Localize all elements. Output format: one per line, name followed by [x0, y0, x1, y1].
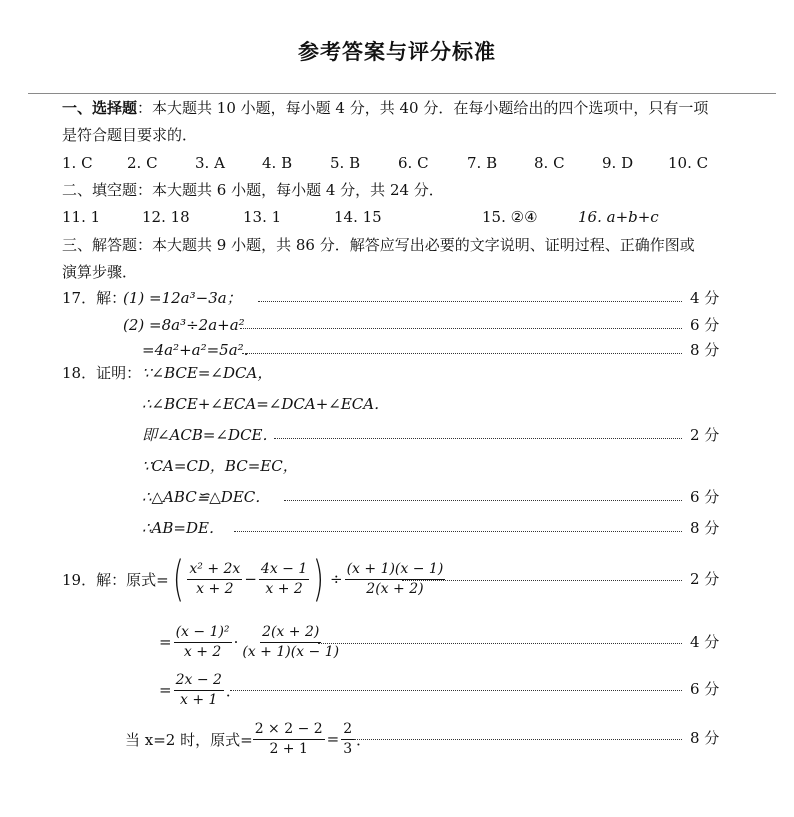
q19-score3: 6 分	[690, 680, 720, 698]
frac-denominator: x + 1	[180, 691, 218, 708]
answer-10: 10. C	[668, 154, 709, 172]
frac-denominator: 3	[343, 740, 353, 757]
q19-score2: 4 分	[690, 633, 720, 651]
title-divider	[28, 93, 776, 94]
q17-line1: (1) =12a³−3a；	[123, 289, 242, 307]
frac-denominator: 2(x + 2)	[366, 580, 424, 597]
answer-6: 6. C	[398, 154, 429, 172]
answer-11: 11. 1	[62, 208, 101, 226]
section3-heading	[62, 236, 695, 254]
page-title: 参考答案与评分标准	[298, 40, 496, 64]
frac-numerator: 2x − 2	[174, 672, 224, 691]
q17-score3: 8 分	[690, 341, 720, 359]
period: ．	[225, 681, 241, 700]
answer-15: 15. ②④	[482, 208, 538, 226]
q18-score5: 6 分	[690, 488, 720, 506]
answer-3: 3. A	[195, 154, 225, 172]
section1-desc: ：本大题共 10 小题，每小题 4 分，共 40 分．在每小题给出的四个选项中，只有一项	[137, 99, 709, 117]
section2-desc: ：本大题共 6 小题，每小题 4 分，共 24 分．	[137, 181, 444, 199]
q19-dots1	[402, 580, 682, 581]
q18-dots3	[274, 438, 682, 439]
answer-1: 1. C	[62, 154, 93, 172]
q17-dots3	[242, 353, 682, 354]
q17-line3: =4a²+a²=5a²．	[142, 341, 259, 359]
section2-heading	[62, 181, 444, 199]
q17-dots1	[258, 301, 682, 302]
left-paren: (	[172, 551, 184, 607]
answer-12: 12. 18	[142, 208, 190, 226]
section1-desc-line2: 是符合题目要求的．	[62, 126, 198, 144]
frac-numerator: 4x − 1	[259, 561, 309, 580]
q19-dots4	[354, 739, 682, 740]
equals-sign: =	[159, 681, 172, 699]
q18-line4: ∵CA=CD，BC=EC，	[142, 457, 298, 475]
q18-line2: ∴∠BCE+∠ECA=∠DCA+∠ECA．	[142, 395, 390, 413]
q18-score6: 8 分	[690, 519, 720, 537]
frac-denominator: (x + 1)(x − 1)	[242, 643, 340, 660]
right-paren: )	[313, 551, 325, 607]
q17-score1: 4 分	[690, 289, 720, 307]
q19-frac8	[341, 721, 354, 758]
frac-denominator: 2 + 1	[269, 740, 308, 757]
q19-expression-1	[62, 551, 445, 607]
q18-line3: 即∠ACB=∠DCE．	[142, 426, 278, 444]
q19-frac6	[174, 672, 224, 709]
section2-title: 二、填空题	[62, 181, 138, 199]
q19-expression-4	[125, 718, 373, 760]
q18-score3: 2 分	[690, 426, 720, 444]
answer-5: 5. B	[330, 154, 361, 172]
q19-expression-2	[157, 622, 341, 662]
answer-2: 2. C	[127, 154, 158, 172]
frac-denominator: x + 2	[265, 580, 303, 597]
frac-denominator: x + 2	[196, 580, 234, 597]
section3-title: 三、解答题	[62, 236, 138, 254]
q19-frac5	[240, 624, 341, 661]
frac-numerator: (x − 1)²	[174, 624, 232, 643]
frac-numerator: x² + 2x	[187, 561, 242, 580]
divide-sign: ÷	[330, 570, 343, 588]
answer-9: 9. D	[602, 154, 634, 172]
answer-16: 16. a+b+c	[578, 208, 659, 226]
q17-dots2	[240, 328, 682, 329]
q18-label: 18．证明：	[62, 364, 142, 382]
q19-label: 19．解：原式=	[62, 570, 169, 589]
section3-desc-line2: 演算步骤．	[62, 263, 138, 281]
section3-desc: ：本大题共 9 小题，共 86 分．解答应写出必要的文字说明、证明过程、正确作图或	[137, 236, 695, 254]
q18-dots6	[234, 531, 682, 532]
q19-frac2	[259, 561, 309, 598]
section1-heading	[62, 99, 708, 117]
q18-line1: ∵∠BCE=∠DCA，	[142, 364, 273, 382]
frac-denominator: x + 2	[183, 643, 222, 660]
answer-4: 4. B	[262, 154, 293, 172]
q19-dots3	[230, 690, 682, 691]
answer-13: 13. 1	[243, 208, 282, 226]
equals-sign: =	[326, 730, 340, 748]
q19-frac7	[253, 721, 325, 758]
equals-sign: =	[159, 633, 172, 651]
q18-line6: ∴AB=DE．	[142, 519, 224, 537]
q17-label: 17．解：	[62, 289, 127, 307]
answer-8: 8. C	[534, 154, 565, 172]
frac-numerator: (x + 1)(x − 1)	[345, 561, 446, 580]
period: ．	[356, 730, 372, 749]
answer-7: 7. B	[467, 154, 498, 172]
q19-frac1	[187, 561, 242, 598]
q19-dots2	[318, 643, 682, 644]
section1-title: 一、选择题	[62, 99, 138, 117]
answer-14: 14. 15	[334, 208, 382, 226]
q19-when-label: 当 x=2 时，原式=	[125, 730, 253, 749]
q18-dots5	[284, 500, 682, 501]
q17-score2: 6 分	[690, 316, 720, 334]
q19-score4: 8 分	[690, 729, 720, 747]
q19-frac3	[345, 561, 446, 598]
minus-sign: −	[244, 570, 257, 588]
q19-score1: 2 分	[690, 570, 720, 588]
q17-line2: (2) =8a³÷2a+a²	[123, 316, 245, 334]
q18-line5: ∴△ABC≌△DEC．	[142, 488, 271, 506]
q19-frac4	[174, 624, 232, 661]
frac-numerator: 2	[341, 721, 354, 740]
multiply-dot: ·	[233, 633, 239, 651]
frac-numerator: 2(x + 2)	[260, 624, 321, 643]
frac-numerator: 2 × 2 − 2	[253, 721, 325, 740]
